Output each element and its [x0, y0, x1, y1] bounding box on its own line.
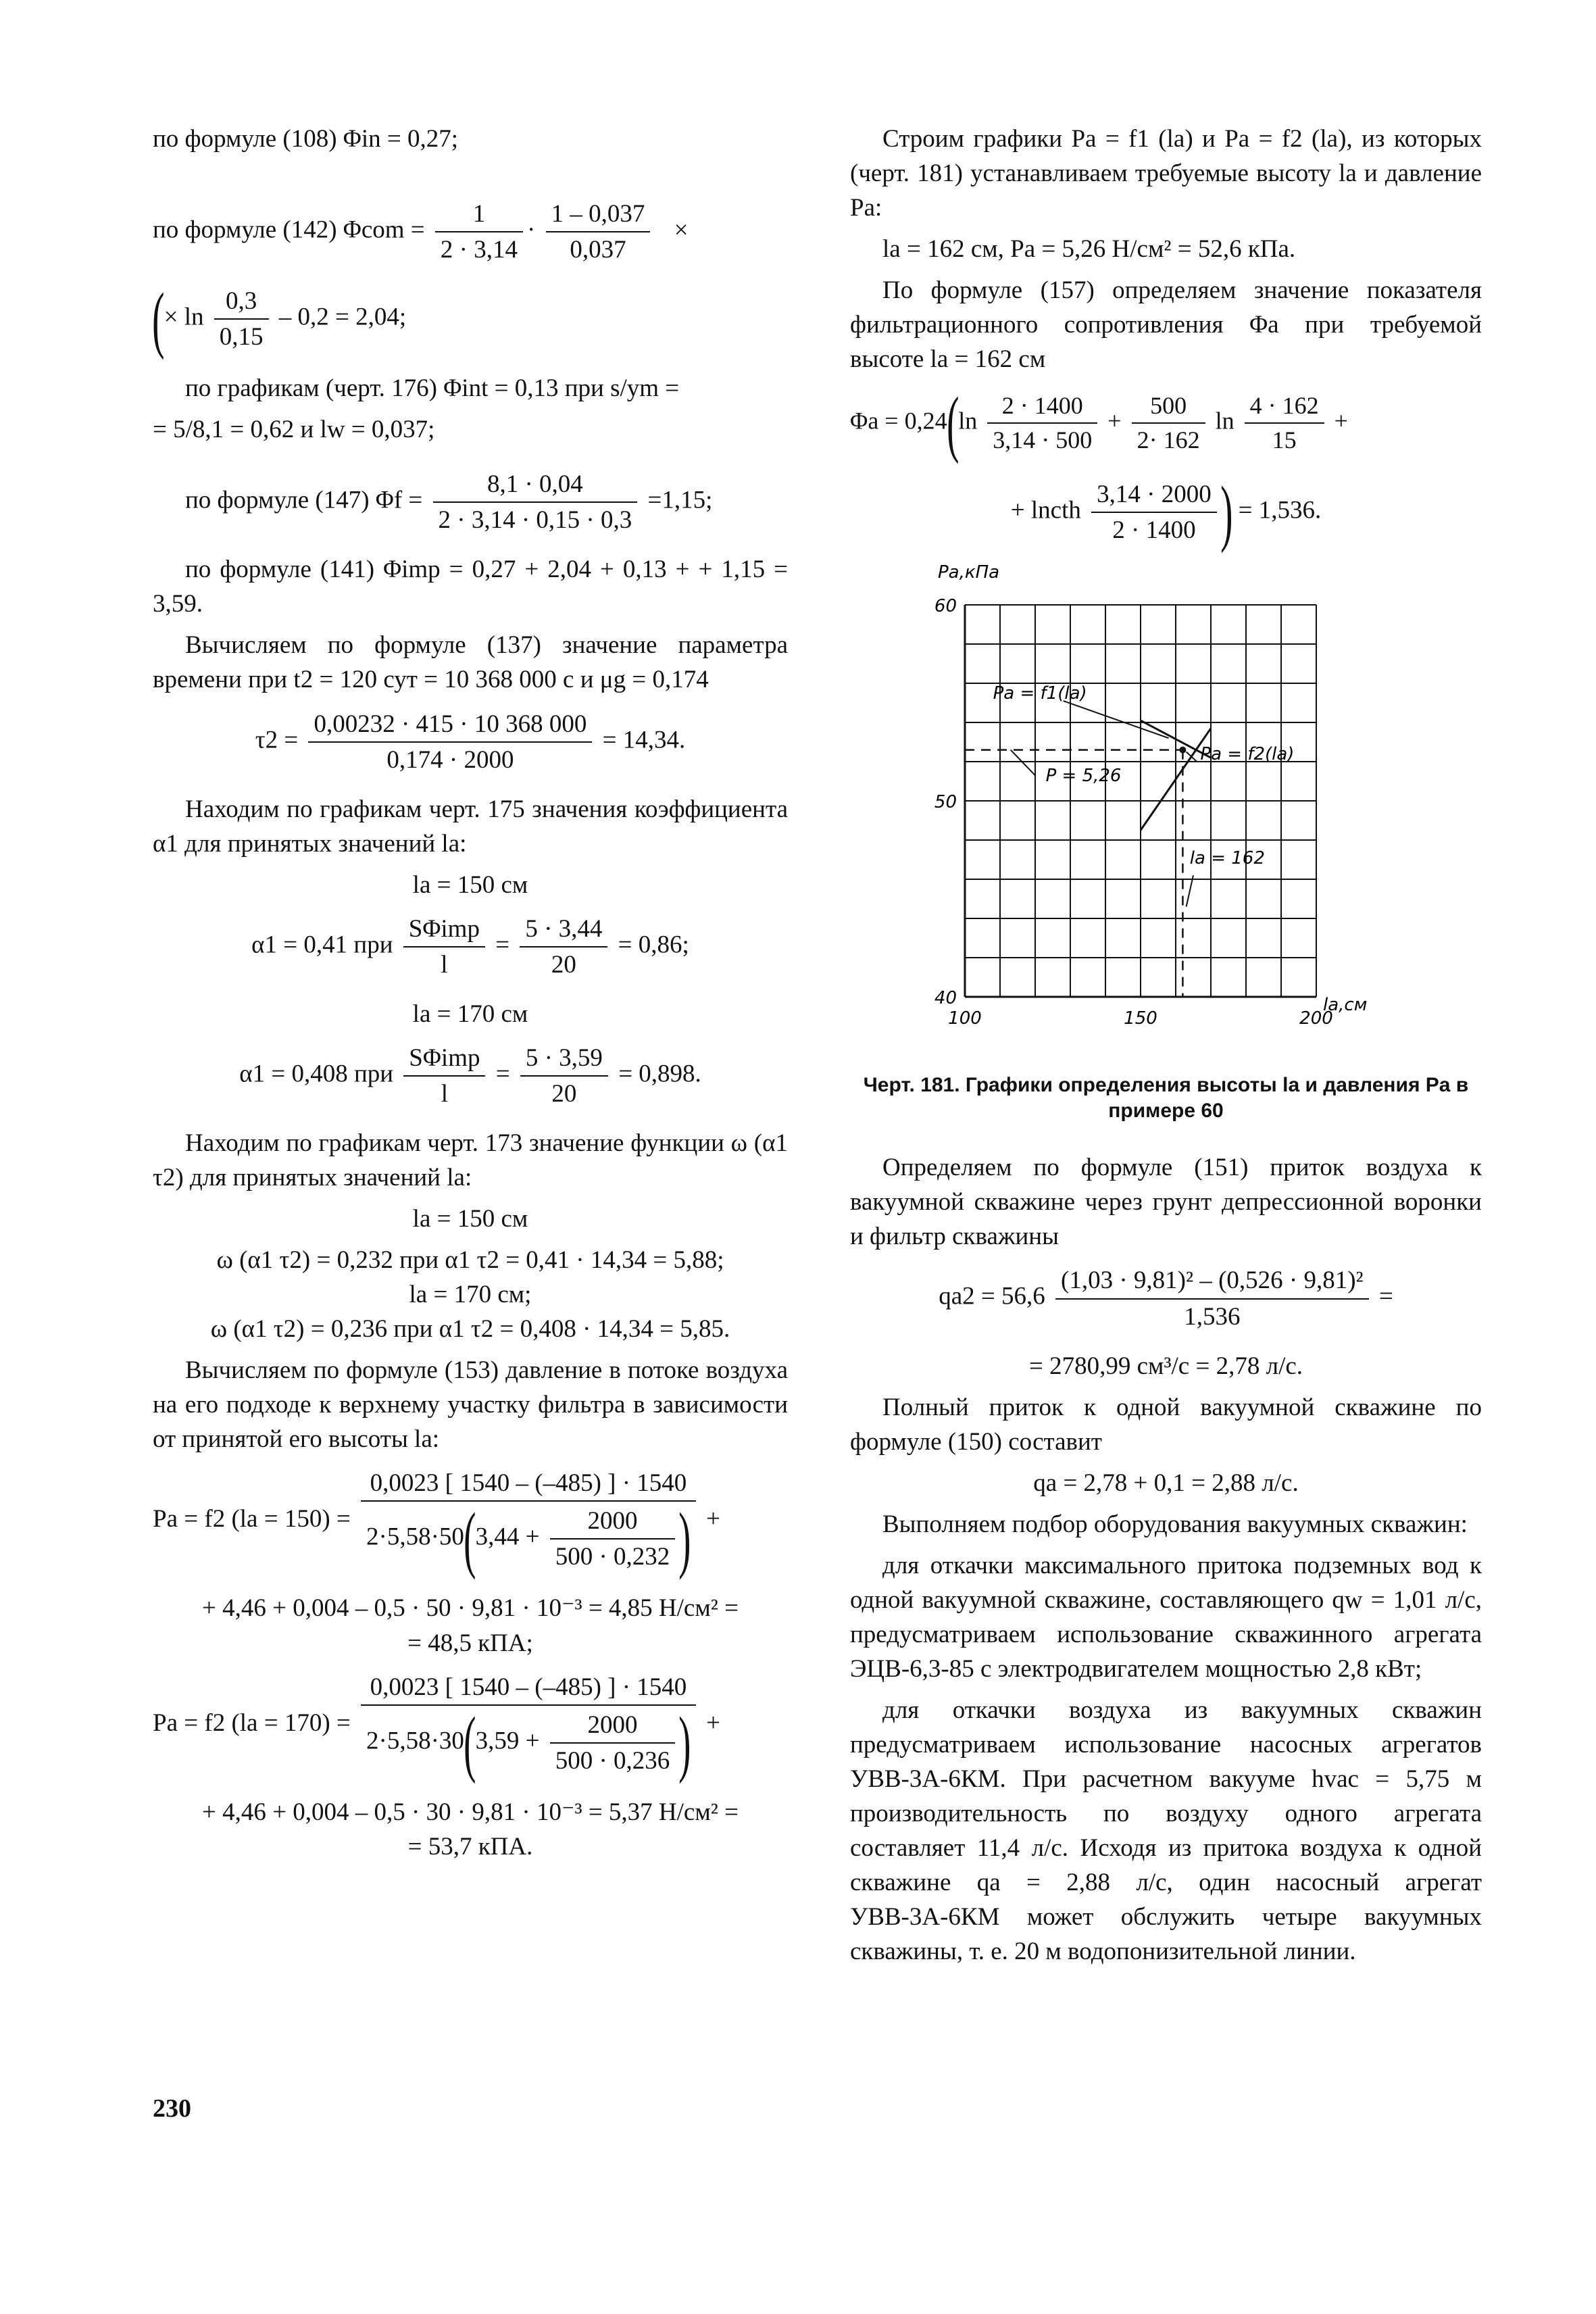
fraction: $\frac{2 \cdot 1400}{3,14 \cdot 500}$	[987, 389, 1097, 458]
fraction: $\frac{0,3}{0,15}$	[214, 284, 269, 354]
y-tick-label: 50	[934, 792, 957, 813]
omega-1: ω (α1 τ2) = 0,232 при α1 τ2 = 0,41 · 14,34 = 5,88;	[216, 1246, 724, 1275]
paragraph-equipment: Выполняем подбор оборудования вакуумных скважин:	[882, 1510, 1468, 1538]
page-number: 230	[153, 2094, 191, 2123]
y-axis-label: Pa,кПа	[938, 564, 1000, 583]
omega-2: ω (α1 τ2) = 0,236 при α1 τ2 = 0,408 · 14,34 = 5,85.	[210, 1315, 730, 1344]
leader-line-height	[1187, 876, 1193, 907]
y-tick-label: 60	[934, 596, 957, 617]
left-column	[153, 122, 788, 1871]
formula-147: по формуле (147) Φf = $\frac{8,1 \cdot 0,04}{2 \cdot 3,14 \cdot 0,15 \cdot 0,3}$ =1,15;	[153, 467, 788, 537]
formula-151: qa2 = 56,6 $\frac{\text{(1,03 · 9,81)² – (0,526 · 9,81)²}}{1,536}$ =	[850, 1263, 1482, 1333]
paragraph-air-inflow: Определяем по формуле (151) приток воздуха к вакуумной скважине через грунт депрессионной воронки и фильтр скважины	[850, 1154, 1482, 1251]
formula-157-cont: + lncth $\frac{3,14 \cdot 2000}{2 \cdot 1400}$ ) = 1,536.	[1010, 471, 1322, 554]
x-tick-label: 100	[948, 1008, 982, 1029]
x-axis-label: la,см	[1323, 995, 1368, 1016]
x-tick-label: 150	[1124, 1008, 1157, 1029]
fraction: $\frac{4 \cdot 162}{15}$	[1245, 389, 1324, 458]
result-la-pa: la = 162 см, Pa = 5,26 Н/см² = 52,6 кПа.	[882, 235, 1296, 264]
formula-151-result: = 2780,99 см³/с = 2,78 л/с.	[1028, 1352, 1303, 1380]
paragraph-pump-water: для откачки максимального притока подземных вод к одной вакуумной скважине, составляющего qw = 1,01 л/с, предусматриваем использование скважинного агрегата ЭЦВ-6,3-85 с электродвигателем мощностью 2,8 кВт;	[850, 1551, 1482, 1683]
pa-170-result: = 53,7 кПА.	[407, 1832, 533, 1861]
fraction: $\frac{1}{2 \cdot 3,14}$	[435, 197, 523, 267]
fraction: 0,0023 [ 1540 – (–485) ] · 1540 2·5,58·30(3,59 + $\frac{2000}{500 \cdot 0,236}$ )	[361, 1670, 696, 1780]
formula-pa-170: Pa = f2 (la = 170) = 0,0023 [ 1540 – (–485) ] · 1540 2·5,58·30(3,59 + $\frac{2000}{500 \cdot 0,236}$ ) +	[153, 1670, 788, 1780]
pa-150-result: = 48,5 кПА;	[407, 1629, 533, 1657]
la-150-b: la = 150 см	[412, 1205, 528, 1233]
pa-150-cont: + 4,46 + 0,004 – 0,5 · 50 · 9,81 · 10⁻³ = 4,85 Н/см² =	[202, 1594, 739, 1623]
la-150: la = 150 см	[412, 870, 528, 899]
formula-157: Φa = 0,24(ln $\frac{2 \cdot 1400}{3,14 \cdot 500}$ + $\frac{500}{2\cdot 162}$ ln $\frac{4 \cdot 162}{15}$ +	[850, 382, 1348, 465]
series-label-f2: Pa = f2(la)	[1200, 744, 1295, 765]
paragraph-build-graphs: Строим графики Pa = f1 (la) и Pa = f2 (la), из которых (черт. 181) устанавливаем требуемые высоту la и давление Pa:	[850, 125, 1482, 222]
pa-170-cont: + 4,46 + 0,004 – 0,5 · 30 · 9,81 · 10⁻³ = 5,37 Н/см² =	[202, 1798, 739, 1826]
la-170: la = 170 см	[412, 1000, 528, 1028]
formula-176-cont: = 5/8,1 = 0,62 и lw = 0,037;	[153, 416, 435, 444]
pressure-label: P = 5,26	[1045, 766, 1122, 787]
formula-141: по формуле (141) Φimp = 0,27 + 2,04 + 0,13 + + 1,15 = 3,59.	[153, 556, 788, 618]
figure-caption: Черт. 181. Графики определения высоты la и давления Pa в примере 60	[863, 1074, 1469, 1122]
height-label: la = 162	[1189, 848, 1265, 869]
fraction: 0,0023 [ 1540 – (–485) ] · 1540 2·5,58·50(3,44 + $\frac{2000}{500 \cdot 0,232}$ )	[361, 1466, 696, 1576]
paragraph-pump-air: для откачки воздуха из вакуумных скважин предусматриваем использование насосных агрегатов УВВ-3А-6КМ. При расчетном вакууме hvac = 5,75 м производительность по воздуху одного агрегата составляет 11,4 л/с. Исходя из притока воздуха к одной скважине qa = 2,88 л/с, один насосный агрегат УВВ-3А-6КМ может обслужить четыре вакуумных скважины, т. е. 20 м водопонизительной линии.	[850, 1696, 1482, 1966]
fraction: $\frac{500}{2\cdot 162}$	[1132, 389, 1205, 458]
series-label-f1: Pa = f1(la)	[993, 683, 1087, 704]
paragraph-alpha: Находим по графикам черт. 175 значения коэффициента α1 для принятых значений la:	[153, 795, 788, 858]
la-170-b: la = 170 см;	[409, 1281, 532, 1309]
formula-176: по графикам (черт. 176) Φint = 0,13 при s/ym =	[185, 374, 680, 403]
fraction: $\frac{5 \cdot 3,44}{20}$	[520, 912, 607, 982]
formula-150: qa = 2,78 + 0,1 = 2,88 л/с.	[1033, 1469, 1299, 1497]
right-column	[850, 122, 1482, 1975]
formula-108: по формуле (108) Φin = 0,27;	[153, 125, 459, 153]
formula-142-cont: (× ln $\frac{0,3}{0,15}$ – 0,2 = 2,04;	[152, 278, 407, 361]
paragraph-full-inflow: Полный приток к одной вакуумной скважине по формуле (150) составит	[850, 1393, 1482, 1456]
fraction: $\frac{3,14 \cdot 2000}{2 \cdot 1400}$	[1091, 477, 1217, 547]
y-tick-label: 40	[934, 988, 957, 1009]
fraction: $\frac{1 - 0,037}{0,037}$	[546, 197, 651, 267]
fraction: $\frac{\text{SΦimp}}{l}$	[403, 1041, 485, 1111]
chart-181	[850, 564, 1482, 1064]
fraction: $\frac{0,00232 \cdot 415 \cdot 10 368 000}{0,174 \cdot 2000}$	[308, 707, 592, 777]
paragraph-phi: По формуле (157) определяем значение показателя фильтрационного сопротивления Φa при требуемой высоте la = 162 см	[850, 276, 1482, 374]
fraction: $\frac{8,1 \cdot 0,04}{2 \cdot 3,14 \cdot 0,15 \cdot 0,3}$	[433, 467, 638, 537]
paragraph-omega: Находим по графикам черт. 173 значение функции ω (α1 τ2) для принятых значений la:	[153, 1129, 788, 1192]
paragraph-time-param: Вычисляем по формуле (137) значение параметра времени при t2 = 120 сут = 10 368 000 с и μg = 0,174	[153, 631, 788, 694]
leader-line-pressure	[1011, 750, 1035, 776]
x-tick-label: 200	[1299, 1008, 1333, 1029]
formula-142: по формуле (142) Φcom = $\frac{1}{2 \cdot 3,14}$ · $\frac{1 - 0,037}{0,037}$ ×	[153, 197, 788, 267]
intersection-point	[1179, 747, 1186, 754]
paragraph-pressure: Вычисляем по формуле (153) давление в потоке воздуха на его подходе к верхнему участку фильтра в зависимости от принятой его высоты la:	[153, 1356, 788, 1454]
formula-pa-150: Pa = f2 (la = 150) = 0,0023 [ 1540 – (–485) ] · 1540 2·5,58·50(3,44 + $\frac{2000}{500 \cdot 0,232}$ ) +	[153, 1466, 788, 1576]
formula-tau: τ2 = $\frac{0,00232 \cdot 415 \cdot 10 368 000}{0,174 \cdot 2000}$ = 14,34.	[153, 707, 788, 777]
formula-alpha-1: α1 = 0,41 при $\frac{\text{SΦimp}}{l}$ = $\frac{5 \cdot 3,44}{20}$ = 0,86;	[153, 912, 788, 982]
fraction: $\frac{\text{(1,03 · 9,81)² – (0,526 · 9,81)²}}{1,536}$	[1055, 1263, 1369, 1333]
fraction: $\frac{5 \cdot 3,59}{20}$	[520, 1041, 608, 1111]
formula-alpha-2: α1 = 0,408 при $\frac{\text{SΦimp}}{l}$ = $\frac{5 \cdot 3,59}{20}$ = 0,898.	[153, 1041, 788, 1111]
fraction: $\frac{\text{SΦimp}}{l}$	[403, 912, 485, 982]
chart-svg	[850, 564, 1482, 1064]
leader-line-f1	[1064, 701, 1169, 738]
